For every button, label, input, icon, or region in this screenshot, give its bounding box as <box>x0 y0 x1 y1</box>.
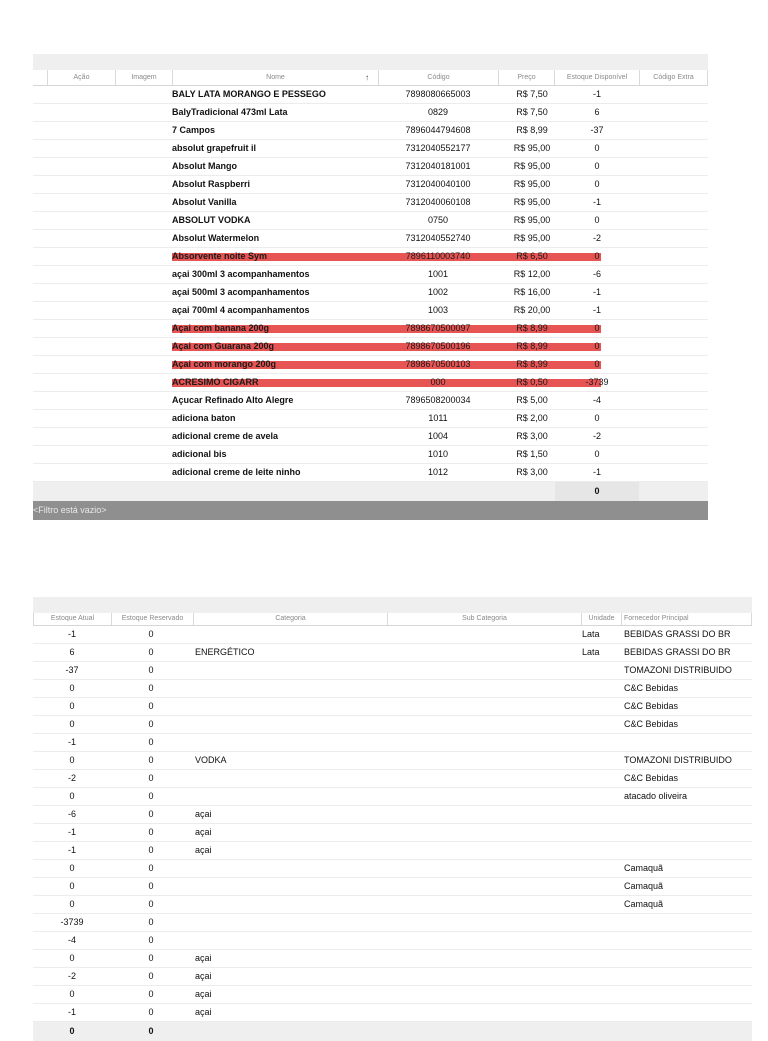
stock-reserved: 0 <box>148 629 154 639</box>
product-name: açai 300ml 3 acompanhamentos <box>172 269 310 279</box>
product-stock: 0 <box>594 449 600 459</box>
product-name: Absorvente noite Sym <box>172 251 268 261</box>
category <box>195 698 385 715</box>
stock-reserved: 0 <box>148 989 154 999</box>
unit <box>582 680 622 697</box>
col-header-codigo-extra[interactable]: Código Extra <box>639 70 708 85</box>
product-price: R$ 7,50 <box>516 107 548 117</box>
category <box>195 716 385 733</box>
stock-current: 0 <box>69 953 75 963</box>
supplier <box>624 734 754 751</box>
grid-toolbar <box>33 54 708 70</box>
product-name: Açai com banana 200g <box>172 323 270 333</box>
product-name: Absolut Vanilla <box>172 197 237 207</box>
supplier: C&C Bebidas <box>624 701 679 711</box>
table-row[interactable] <box>33 878 752 896</box>
product-name: Açai com Guarana 200g <box>172 341 275 351</box>
grid-body <box>33 626 752 1022</box>
product-name: adicional creme de leite ninho <box>172 467 301 477</box>
table-row[interactable] <box>33 824 752 842</box>
stock-current: 0 <box>69 791 75 801</box>
total-estoque-disponivel: 0 <box>555 482 639 501</box>
product-code: 1004 <box>427 431 449 441</box>
product-stock: 0 <box>594 341 600 351</box>
table-row[interactable] <box>33 122 708 140</box>
product-code: 1010 <box>427 449 449 459</box>
supplier: Camaquã <box>624 863 664 873</box>
unit <box>582 1004 622 1021</box>
filter-bar[interactable] <box>33 501 708 520</box>
product-name: ACRESIMO CIGARR <box>172 377 259 387</box>
supplier: TOMAZONI DISTRIBUIDO <box>624 665 732 675</box>
stock-reserved: 0 <box>148 971 154 981</box>
product-price: R$ 3,00 <box>516 467 548 477</box>
unit <box>582 896 622 913</box>
table-row[interactable] <box>33 734 752 752</box>
stock-current: -2 <box>67 971 76 981</box>
product-code: 7898670500196 <box>405 341 471 351</box>
products-grid <box>33 54 708 520</box>
product-price: R$ 95,00 <box>513 233 551 243</box>
product-price: R$ 8,99 <box>516 323 548 333</box>
product-stock: -1 <box>592 305 601 315</box>
stock-current: -2 <box>67 773 76 783</box>
category <box>195 860 385 877</box>
unit <box>582 752 622 769</box>
product-price: R$ 3,00 <box>516 431 548 441</box>
product-price: R$ 12,00 <box>513 269 551 279</box>
table-row[interactable] <box>33 644 752 662</box>
product-code: 7312040060108 <box>405 197 471 207</box>
product-code: 7896508200034 <box>405 395 471 405</box>
product-stock: -2 <box>592 431 601 441</box>
stock-reserved: 0 <box>148 647 154 657</box>
supplier <box>624 1004 754 1021</box>
product-code: 7898670500103 <box>405 359 471 369</box>
product-code: 1001 <box>427 269 449 279</box>
stock-current: 0 <box>69 989 75 999</box>
product-name: açai 500ml 3 acompanhamentos <box>172 287 310 297</box>
product-price: R$ 2,00 <box>516 413 548 423</box>
col-header-sub-categoria[interactable]: Sub Categoria <box>387 613 581 625</box>
product-name: ABSOLUT VODKA <box>172 215 251 225</box>
stock-reserved: 0 <box>148 755 154 765</box>
table-row[interactable] <box>33 140 708 158</box>
stock-reserved: 0 <box>148 935 154 945</box>
product-stock: 0 <box>594 251 600 261</box>
unit <box>582 950 622 967</box>
category: VODKA <box>195 755 227 765</box>
table-row[interactable] <box>33 968 752 986</box>
product-name: açai 700ml 4 acompanhamentos <box>172 305 310 315</box>
grid-total-row <box>33 1022 752 1041</box>
table-row[interactable] <box>33 248 708 266</box>
category <box>195 878 385 895</box>
table-row[interactable] <box>33 1004 752 1022</box>
product-code: 0829 <box>427 107 449 117</box>
col-header-fornecedor-principal[interactable]: Fornecedor Principal <box>621 613 752 625</box>
category <box>195 896 385 913</box>
product-price: R$ 8,99 <box>516 359 548 369</box>
stock-current: 0 <box>69 755 75 765</box>
stock-reserved: 0 <box>148 809 154 819</box>
unit: Lata <box>582 629 600 639</box>
unit <box>582 698 622 715</box>
product-price: R$ 95,00 <box>513 179 551 189</box>
product-code: 7896044794608 <box>405 125 471 135</box>
stock-reserved: 0 <box>148 917 154 927</box>
col-header-estoque-disponivel[interactable]: Estoque Disponível <box>554 70 639 85</box>
supplier <box>624 824 754 841</box>
product-price: R$ 8,99 <box>516 341 548 351</box>
product-price: R$ 16,00 <box>513 287 551 297</box>
product-code: 1012 <box>427 467 449 477</box>
product-name: adiciona baton <box>172 413 236 423</box>
product-price: R$ 95,00 <box>513 161 551 171</box>
table-row[interactable] <box>33 374 708 392</box>
category <box>195 914 385 931</box>
product-stock: -1 <box>592 89 601 99</box>
unit <box>582 878 622 895</box>
stock-current: 6 <box>69 647 75 657</box>
unit <box>582 770 622 787</box>
stock-current: 0 <box>69 719 75 729</box>
product-name: Açai com morango 200g <box>172 359 277 369</box>
stock-reserved: 0 <box>148 863 154 873</box>
supplier: atacado oliveira <box>624 791 688 801</box>
col-header-codigo[interactable]: Código <box>378 70 498 85</box>
unit: Lata <box>582 647 600 657</box>
product-stock: -3739 <box>585 377 609 387</box>
table-row[interactable] <box>33 788 752 806</box>
table-row[interactable] <box>33 338 708 356</box>
product-name: Absolut Mango <box>172 161 237 171</box>
product-price: R$ 95,00 <box>513 143 551 153</box>
table-row[interactable] <box>33 626 752 644</box>
table-row[interactable] <box>33 896 752 914</box>
stock-reserved: 0 <box>148 881 154 891</box>
category <box>195 788 385 805</box>
product-price: R$ 1,50 <box>516 449 548 459</box>
stock-current: 0 <box>69 701 75 711</box>
table-row[interactable] <box>33 392 708 410</box>
table-row[interactable] <box>33 752 752 770</box>
table-row[interactable] <box>33 914 752 932</box>
product-name: Absolut Watermelon <box>172 233 260 243</box>
supplier: C&C Bebidas <box>624 719 679 729</box>
product-code: 7898670500097 <box>405 323 471 333</box>
product-name: BALY LATA MORANGO E PESSEGO <box>172 89 326 99</box>
supplier: BEBIDAS GRASSI DO BR <box>624 647 731 657</box>
unit <box>582 986 622 1003</box>
total-estoque-atual: 0 <box>69 1026 75 1036</box>
stock-reserved: 0 <box>148 953 154 963</box>
stock-reserved: 0 <box>148 719 154 729</box>
product-stock: -2 <box>592 233 601 243</box>
unit <box>582 662 622 679</box>
product-price: R$ 8,99 <box>516 125 548 135</box>
table-row[interactable] <box>33 284 708 302</box>
stock-current: -1 <box>67 1007 76 1017</box>
stock-reserved: 0 <box>148 665 154 675</box>
supplier <box>624 950 754 967</box>
col-header-acao[interactable]: Ação <box>47 70 115 85</box>
stock-current: -4 <box>67 935 76 945</box>
product-stock: -1 <box>592 287 601 297</box>
supplier <box>624 986 754 1003</box>
table-row[interactable] <box>33 662 752 680</box>
table-row[interactable] <box>33 302 708 320</box>
table-row[interactable] <box>33 356 708 374</box>
supplier: BEBIDAS GRASSI DO BR <box>624 629 731 639</box>
product-price: R$ 0,50 <box>516 377 548 387</box>
stock-current: 0 <box>69 863 75 873</box>
table-row[interactable] <box>33 158 708 176</box>
table-row[interactable] <box>33 770 752 788</box>
table-row[interactable] <box>33 950 752 968</box>
stock-current: -1 <box>67 827 76 837</box>
stock-reserved: 0 <box>148 701 154 711</box>
product-code: 7312040552740 <box>405 233 471 243</box>
product-code: 7896110003740 <box>405 251 471 261</box>
grid-total-row <box>33 482 708 501</box>
supplier <box>624 914 754 931</box>
table-row[interactable] <box>33 230 708 248</box>
category: açai <box>195 953 212 963</box>
col-header-preco[interactable]: Preço <box>498 70 554 85</box>
product-price: R$ 95,00 <box>513 197 551 207</box>
product-price: R$ 20,00 <box>513 305 551 315</box>
product-stock: 0 <box>594 359 600 369</box>
col-header-nome[interactable]: Nome <box>172 70 378 85</box>
table-row[interactable] <box>33 842 752 860</box>
product-code: 7898080665003 <box>405 89 471 99</box>
table-row[interactable] <box>33 986 752 1004</box>
col-header-estoque-atual[interactable]: Estoque Atual <box>33 613 111 625</box>
product-name: 7 Campos <box>172 125 216 135</box>
supplier: Camaquã <box>624 899 664 909</box>
product-code: 1002 <box>427 287 449 297</box>
product-code: 7312040040100 <box>405 179 471 189</box>
grid-header <box>33 70 708 86</box>
table-row[interactable] <box>33 320 708 338</box>
unit <box>582 914 622 931</box>
product-stock: 0 <box>594 143 600 153</box>
product-stock: -37 <box>590 125 604 135</box>
stock-current: -6 <box>67 809 76 819</box>
unit <box>582 806 622 823</box>
stock-grid <box>33 597 752 1041</box>
product-code: 1011 <box>428 413 448 423</box>
supplier: C&C Bebidas <box>624 773 679 783</box>
category: açai <box>195 989 212 999</box>
stock-reserved: 0 <box>148 791 154 801</box>
category <box>195 770 385 787</box>
product-stock: -4 <box>592 395 601 405</box>
category <box>195 734 385 751</box>
table-row[interactable] <box>33 428 708 446</box>
supplier: TOMAZONI DISTRIBUIDO <box>624 755 732 765</box>
table-row[interactable] <box>33 266 708 284</box>
product-name: BalyTradicional 473ml Lata <box>172 107 288 117</box>
category: açai <box>195 845 212 855</box>
table-row[interactable] <box>33 212 708 230</box>
sort-asc-icon[interactable]: ↑ <box>365 73 369 82</box>
stock-current: -1 <box>67 845 76 855</box>
grid-header <box>33 613 752 626</box>
stock-reserved: 0 <box>148 845 154 855</box>
product-name: adicional bis <box>172 449 227 459</box>
stock-current: 0 <box>69 683 75 693</box>
table-row[interactable] <box>33 716 752 734</box>
stock-reserved: 0 <box>148 773 154 783</box>
category: açai <box>195 827 212 837</box>
supplier <box>624 932 754 949</box>
unit <box>582 824 622 841</box>
col-header-imagem[interactable]: Imagem <box>115 70 172 85</box>
total-estoque-reservado: 0 <box>148 1026 154 1036</box>
category: açai <box>195 1007 212 1017</box>
category: ENERGÉTICO <box>195 647 255 657</box>
table-row[interactable] <box>33 698 752 716</box>
product-stock: 0 <box>594 179 600 189</box>
table-row[interactable] <box>33 410 708 428</box>
col-header-unidade[interactable]: Unidade <box>581 613 621 625</box>
product-name: Açucar Refinado Alto Alegre <box>172 395 294 405</box>
product-code: 7312040181001 <box>405 161 471 171</box>
table-row[interactable] <box>33 104 708 122</box>
filter-status-text: <Filtro está vazio> <box>33 505 107 515</box>
product-stock: -1 <box>592 467 601 477</box>
col-header-categoria[interactable]: Categoria <box>193 613 387 625</box>
supplier: Camaquã <box>624 881 664 891</box>
product-stock: 0 <box>594 161 600 171</box>
product-stock: 0 <box>594 323 600 333</box>
stock-reserved: 0 <box>148 899 154 909</box>
stock-current: -1 <box>67 629 76 639</box>
product-price: R$ 6,50 <box>516 251 548 261</box>
stock-reserved: 0 <box>148 737 154 747</box>
table-row[interactable] <box>33 464 708 482</box>
product-price: R$ 5,00 <box>516 395 548 405</box>
unit <box>582 734 622 751</box>
stock-current: -37 <box>65 665 79 675</box>
product-name: Absolut Raspberri <box>172 179 251 189</box>
supplier <box>624 842 754 859</box>
stock-reserved: 0 <box>148 683 154 693</box>
unit <box>582 716 622 733</box>
product-code: 000 <box>430 377 446 387</box>
category <box>195 932 385 949</box>
supplier <box>624 806 754 823</box>
category <box>195 662 385 679</box>
product-code: 1003 <box>427 305 449 315</box>
product-stock: 0 <box>594 215 600 225</box>
table-row[interactable] <box>33 86 708 104</box>
product-code: 7312040552177 <box>405 143 471 153</box>
table-row[interactable] <box>33 806 752 824</box>
unit <box>582 860 622 877</box>
product-stock: -6 <box>592 269 601 279</box>
product-price: R$ 7,50 <box>516 89 548 99</box>
grid-body <box>33 86 708 482</box>
table-row[interactable] <box>33 194 708 212</box>
table-row[interactable] <box>33 176 708 194</box>
stock-current: -3739 <box>60 917 84 927</box>
table-row[interactable] <box>33 932 752 950</box>
product-stock: 6 <box>594 107 600 117</box>
stock-reserved: 0 <box>148 1007 154 1017</box>
category <box>195 680 385 697</box>
product-code: 0750 <box>427 215 449 225</box>
stock-reserved: 0 <box>148 827 154 837</box>
category <box>195 626 385 643</box>
supplier <box>624 968 754 985</box>
product-name: absolut grapefruit il <box>172 143 257 153</box>
product-stock: 0 <box>594 413 600 423</box>
unit <box>582 788 622 805</box>
table-row[interactable] <box>33 446 708 464</box>
product-name: adicional creme de avela <box>172 431 279 441</box>
unit <box>582 932 622 949</box>
stock-current: 0 <box>69 881 75 891</box>
stock-current: 0 <box>69 899 75 909</box>
col-header-estoque-reservado[interactable]: Estoque Reservado <box>111 613 193 625</box>
unit <box>582 842 622 859</box>
grid-toolbar <box>33 597 752 613</box>
product-price: R$ 95,00 <box>513 215 551 225</box>
category: açai <box>195 809 212 819</box>
table-row[interactable] <box>33 860 752 878</box>
supplier: C&C Bebidas <box>624 683 679 693</box>
unit <box>582 968 622 985</box>
table-row[interactable] <box>33 680 752 698</box>
category: açai <box>195 971 212 981</box>
stock-current: -1 <box>67 737 76 747</box>
product-stock: -1 <box>592 197 601 207</box>
